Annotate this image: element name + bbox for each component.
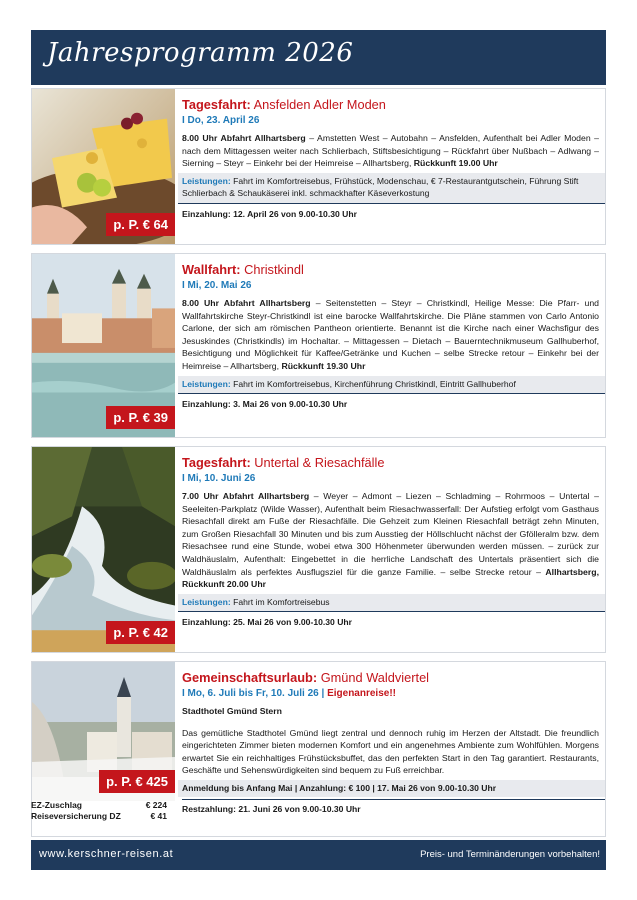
cheese-photo <box>32 89 175 244</box>
trip-date: I Do, 23. April 26 <box>182 115 260 126</box>
hotel-name: Stadthotel Gmünd Stern <box>182 706 282 716</box>
disclaimer: Preis- und Terminänderungen vorbehalten! <box>420 849 600 860</box>
trip-payment: Einzahlung: 25. Mai 26 von 9.00-10.30 Uhr <box>182 617 353 628</box>
price-badge: p. P. € 39 <box>106 406 175 429</box>
trip-date: I Mo, 6. Juli bis Fr, 10. Juli 26 | Eigenanreise!! <box>182 688 396 699</box>
town-river-photo <box>32 254 175 437</box>
gmuend-town-photo <box>32 662 175 801</box>
price-badge: p. P. € 64 <box>106 213 175 236</box>
trip-card-christkindl <box>31 253 606 438</box>
trip-services: Leistungen: Fahrt im Komfortreisebus, Frühstück, Modenschau, € 7-Restaurantgutschein, Führung Stift Schlierbach & Schaukäserei inkl. schmackhafter Käseverkostung <box>178 173 605 204</box>
trip-final-payment: Restzahlung: 21. Juni 26 von 9.00-10.30 Uhr <box>182 799 605 816</box>
trip-payment: Einzahlung: 12. April 26 von 9.00-10.30 Uhr <box>182 208 357 219</box>
trip-card-riesachfaelle <box>31 446 606 653</box>
trip-title: Tagesfahrt: Ansfelden Adler Moden <box>182 97 386 112</box>
trip-title: Tagesfahrt: Untertal & Riesachfälle <box>182 455 385 470</box>
website-link[interactable]: www.kerschner-reisen.at <box>39 848 174 860</box>
price-badge: p. P. € 42 <box>106 621 175 644</box>
trip-services: Leistungen: Fahrt im Komfortreisebus, Kirchenführung Christkindl, Eintritt Gallhuberhof <box>178 376 605 394</box>
extra-row: EZ-Zuschlag € 224 <box>31 800 167 810</box>
trip-title: Wallfahrt: Christkindl <box>182 262 304 277</box>
trip-content <box>182 662 605 836</box>
trip-description: 8.00 Uhr Abfahrt Allhartsberg – Amstetten West – Autobahn – Ansfelden, Aufenthalt bei Adler Moden – nach dem Mittagessen weiter nach Schlierbach, Stiftsbesichtigung – Rückfahrt über Nußbach – Adlwang – Sierning – Steyr – Einkehr bei der Heimreise – Allhartsberg, Rückkunft 19.00 Uhr <box>182 133 599 169</box>
trip-content <box>182 447 605 652</box>
trip-title: Gemeinschaftsurlaub: Gmünd Waldviertel <box>182 670 430 685</box>
waterfall-photo <box>32 447 175 652</box>
extra-charges <box>31 800 167 822</box>
price-badge: p. P. € 425 <box>99 770 175 793</box>
trip-description: 7.00 Uhr Abfahrt Allhartsberg – Weyer – Admont – Liezen – Schladming – Rohrmoos – Untertal – Seeleiten-Parkplatz (Wilde Wasser), Aufenthalt beim Riesachwasserfall: Der Aufstieg erfolgt vom Gasthaus Riesachfall direkt am Fuße der Riesachfälle. Die Gehzeit zum Kleinen Riesachfall beträgt zehn Minuten, zum Großen Riesachfall 30 Minuten und bis zum Ausstieg der Höllschlucht nächst der Gfölleralm bzw. dem Riesachsee rund eine Stunde, wobei etwa 300 Höhenmeter überwunden werden müssen. – zurück zur Waldhäuslalm, Aufenthalt: Eingebettet in die herrliche Landschaft des Untertals präsentiert sich die Waldhäuslalm als perfektes Ausflugsziel für die ganze Familie. – selbe Strecke retour – Allhartsberg, Rückkunft 20.00 Uhr <box>182 491 599 590</box>
page-title: Jahresprogramm 2026 <box>47 38 354 68</box>
trip-date: I Mi, 20. Mai 26 <box>182 280 252 291</box>
trip-payment: Einzahlung: 3. Mai 26 von 9.00-10.30 Uhr <box>182 398 348 409</box>
trip-content <box>182 254 605 437</box>
trip-description: 8.00 Uhr Abfahrt Allhartsberg – Seitenstetten – Steyr – Christkindl, Heilige Messe: Die Pfarr- und Wallfahrtskirche Steyr-Christkindl ist eine barocke Wallfahrtskirche. Die Pläne stammen von Carlo Antonio Carlone, der sich am römischen Pantheon orientierte. Benannt ist die Kirche nach einer Wachsfigur des Jesuskindes (Christkindls) im Hochaltar. – Mittagessen – Dietach – Bauerntechnikmuseum Gallhuberhof, Besichtigung und Möglichkeit für Kaffee/Getränke und Kuchen – selbe Strecke retour – Einkehr bei der Heimreise – Allhartsberg, Rückkunft 19.30 Uhr <box>182 298 599 371</box>
page-header <box>31 30 606 85</box>
extra-row: Reiseversicherung DZ € 41 <box>31 811 167 821</box>
trip-registration: Anmeldung bis Anfang Mai | Anzahlung: € 100 | 17. Mai 26 von 9.00-10.30 Uhr <box>178 780 605 797</box>
trip-date: I Mi, 10. Juni 26 <box>182 473 256 484</box>
trip-content <box>182 89 605 244</box>
trip-card-ansfelden <box>31 88 606 245</box>
trip-services: Leistungen: Fahrt im Komfortreisebus <box>178 594 605 612</box>
trip-description: Das gemütliche Stadthotel Gmünd liegt zentral und dennoch ruhig im Herzen der Altstadt. Die freundlich eingerichteten Zimmer bieten modernen Komfort und ein angenehmes Ambiente zum Wohlfühlen. Morgens erwartet Sie ein reichhaltiges Frühstücksbuffet, das den perfekten Start in den Tag garantiert. Restaurants, Geschäfte und Sehenswürdigkeiten sind bequem zu Fuß erreichbar. <box>182 727 599 776</box>
page-footer <box>31 840 606 870</box>
